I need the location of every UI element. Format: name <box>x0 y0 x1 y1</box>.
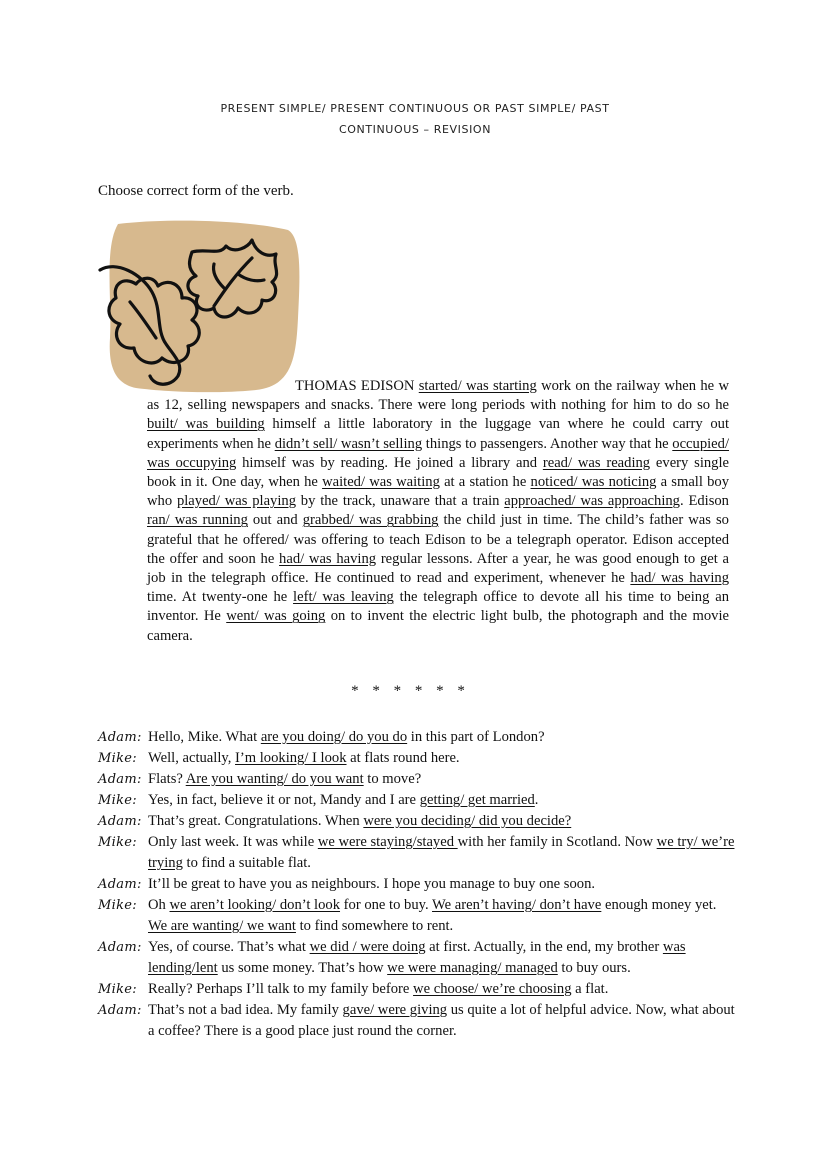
speech-text <box>148 1000 738 1042</box>
verb-choice: was lending/lent <box>148 939 686 976</box>
speaker-name: Mike: <box>98 793 137 808</box>
story-text: a small boy who <box>147 474 729 510</box>
speech-text: to find somewhere to rent. <box>295 918 454 934</box>
speech-text: Hello, Mike. What <box>148 729 261 745</box>
verb-choice: were you deciding/ did you decide? <box>363 813 572 829</box>
speech-text: Only last week. It was while <box>148 834 318 850</box>
edison-story-paragraph <box>147 377 729 646</box>
dialogue-turn <box>98 874 738 895</box>
speaker-name: Mike: <box>98 751 137 766</box>
speech-text: a flat. <box>571 981 609 997</box>
speech-text: at first. Actually, in the end, my brother <box>425 939 663 955</box>
story-text: by the track, unaware that a train <box>296 493 505 510</box>
verb-choice: we try/ we’re trying <box>148 834 735 871</box>
verb-choice: gave/ were giving <box>342 1002 448 1018</box>
speech-text: It’ll be great to have you as neighbours. I hope you manage to buy one soon. <box>148 876 596 892</box>
speech-text <box>148 832 738 874</box>
speech-text: us some money. That’s how <box>217 960 388 976</box>
story-text: on to invent the electric light bulb, the photograph and the movie camera. <box>147 608 729 644</box>
speech-text: to move? <box>363 771 422 787</box>
verb-choice: I’m looking/ I look <box>235 750 347 766</box>
verb-choice: we did / were doing <box>309 939 426 955</box>
verb-choice: grabbed/ was grabbing <box>302 512 439 529</box>
dialogue-turn <box>98 979 738 1000</box>
verb-choice: built/ was building <box>147 416 265 433</box>
speech-text <box>148 790 738 811</box>
speech-text: to buy ours. <box>557 960 631 976</box>
speech-text: for one to buy. <box>340 897 433 913</box>
speech-text <box>148 874 738 895</box>
story-text: every single book in it. One day, when he <box>147 454 730 491</box>
speech-text: Flats? <box>148 771 186 787</box>
story-text <box>147 378 729 644</box>
story-text: things to passengers. Another way that he <box>422 435 673 452</box>
dialogue-section <box>98 727 738 1042</box>
story-text: time. At twenty-one he <box>147 589 294 606</box>
dialogue-turn <box>98 895 738 937</box>
dialogue-turn <box>98 748 738 769</box>
story-text: THOMAS EDISON <box>295 378 419 394</box>
speech-text: enough money yet. <box>601 897 717 913</box>
section-separator: * * * * * * <box>351 683 470 699</box>
story-text: regular lessons. After a year, he was good enough to get a job in the telegraph office. He continued to read and experiment, whenever he <box>147 550 730 587</box>
dialogue-turn <box>98 811 738 832</box>
speaker-name: Mike: <box>98 835 137 850</box>
verb-choice: had/ was having <box>279 550 377 567</box>
verb-choice: are you doing/ do you do <box>260 729 408 745</box>
speech-text: Oh <box>148 897 170 913</box>
verb-choice: had/ was having <box>630 570 729 587</box>
autumn-leaves-icon <box>96 218 308 396</box>
instruction-text: Choose correct form of the verb. <box>98 183 294 199</box>
speech-text <box>148 979 738 1000</box>
speech-text <box>148 769 738 790</box>
verb-choice: We are wanting/ we want <box>148 918 296 934</box>
story-text: the telegraph office to devote all his time to being an inventor. He <box>147 589 729 625</box>
speech-text: Really? Perhaps I’ll talk to my family before <box>148 981 414 997</box>
verb-choice: we were staying/stayed <box>317 834 458 850</box>
story-text: himself was by reading. He joined a library and <box>236 454 543 471</box>
verb-choice: getting/ get married <box>419 792 535 808</box>
dialogue-turn <box>98 769 738 790</box>
verb-choice: read/ was reading <box>542 454 651 471</box>
speech-text: in this part of London? <box>407 729 545 745</box>
title-line-1: PRESENT SIMPLE/ PRESENT CONTINUOUS OR PAST SIMPLE/ PAST <box>220 102 610 115</box>
story-text: at a station he <box>439 474 531 491</box>
speaker-name: Adam: <box>98 772 142 787</box>
speaker-name: Adam: <box>98 1003 142 1018</box>
verb-choice: waited/ was waiting <box>322 474 440 491</box>
dialogue-turn <box>98 832 738 874</box>
title-line-2: CONTINUOUS – REVISION <box>338 123 492 136</box>
dialogue-turn <box>98 790 738 811</box>
verb-choice: approached/ was approaching <box>504 493 680 510</box>
speech-text <box>148 748 738 769</box>
story-text: out and <box>247 512 303 529</box>
dialogue-turn <box>98 937 738 979</box>
speech-text: . <box>534 792 539 808</box>
speech-text: with her family in Scotland. Now <box>457 834 657 850</box>
story-text: . Edison <box>679 493 729 510</box>
speech-text <box>148 895 738 937</box>
speaker-name: Mike: <box>98 898 137 913</box>
speech-text: to find a suitable flat. <box>182 855 311 871</box>
story-text: the child just in time. The child’s father was so grateful that he offered/ was offering to teach Edison to be a telegraph operator. Edison accepted the offer and soon he <box>147 512 729 567</box>
speech-text: Well, actually, <box>148 750 236 766</box>
verb-choice: We aren’t having/ don’t have <box>432 897 602 913</box>
speech-text: us quite a lot of helpful advice. Now, what about a coffee? There is a good place just round the corner. <box>148 1002 735 1039</box>
speaker-name: Adam: <box>98 730 142 745</box>
story-text: himself a little laboratory in the luggage van where he could carry out experiments when he <box>147 416 729 452</box>
verb-choice: noticed/ was noticing <box>530 474 657 491</box>
speech-text: That’s not a bad idea. My family <box>148 1002 343 1018</box>
speaker-name: Adam: <box>98 814 142 829</box>
dialogue-turn <box>98 1000 738 1042</box>
speech-text: That’s great. Congratulations. When <box>148 813 364 829</box>
speech-text <box>148 811 738 832</box>
dialogue-turn <box>98 727 738 748</box>
verb-choice: ran/ was running <box>147 512 248 529</box>
verb-choice: we choose/ we’re choosing <box>413 981 572 997</box>
speaker-name: Adam: <box>98 877 142 892</box>
speech-text: Yes, of course. That’s what <box>148 939 310 955</box>
verb-choice: went/ was going <box>226 608 326 625</box>
speaker-name: Mike: <box>98 982 137 997</box>
speech-text <box>148 727 738 748</box>
speaker-name: Adam: <box>98 940 142 955</box>
speech-text: Yes, in fact, believe it or not, Mandy and I are <box>148 792 420 808</box>
speech-text <box>148 937 738 979</box>
story-text: work on the railway when he w as 12, selling newspapers and snacks. There were long periods with nothing for him to do so he <box>147 378 729 414</box>
verb-choice: we were managing/ managed <box>387 960 558 976</box>
worksheet-title <box>100 98 730 140</box>
verb-choice: left/ was leaving <box>293 589 394 606</box>
verb-choice: we aren’t looking/ don’t look <box>169 897 341 913</box>
verb-choice: played/ was playing <box>176 493 296 510</box>
verb-choice: started/ was starting <box>418 378 537 394</box>
verb-choice: didn’t sell/ wasn’t selling <box>274 435 423 452</box>
verb-choice: occupied/ was occupying <box>147 435 730 471</box>
speech-text: at flats round here. <box>346 750 460 766</box>
verb-choice: Are you wanting/ do you want <box>185 771 364 787</box>
